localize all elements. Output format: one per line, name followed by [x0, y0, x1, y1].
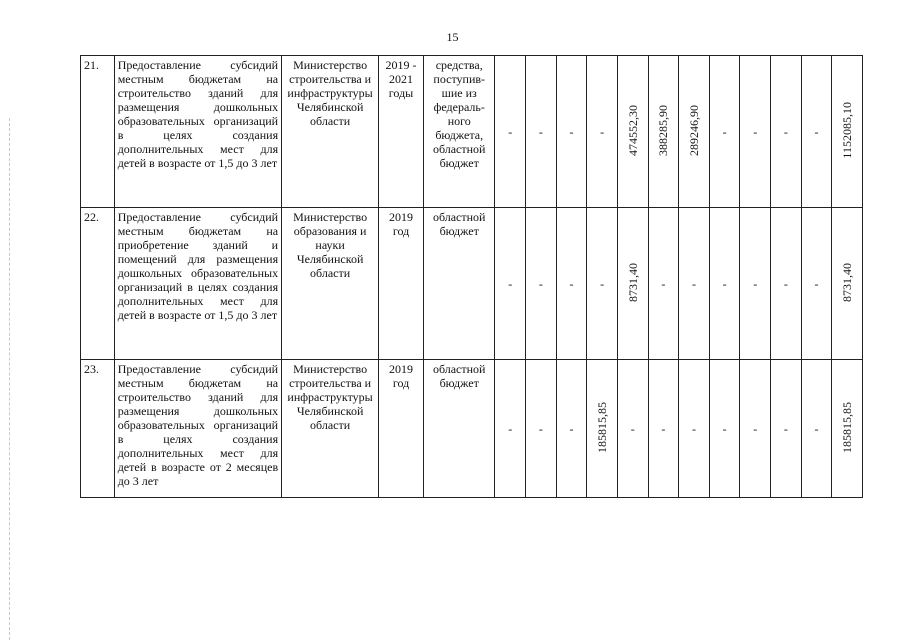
row-source: средства, поступив-шие из федераль-ного бюджета, областной бюджет — [423, 56, 494, 208]
row-value: - — [771, 360, 802, 498]
row-value: - — [587, 208, 618, 360]
row-total: 8731,40 — [840, 262, 855, 302]
row-value: - — [556, 208, 587, 360]
table-row — [81, 360, 863, 498]
row-value: - — [679, 360, 710, 498]
row-value: - — [495, 208, 526, 360]
row-total: 1152085,10 — [840, 101, 855, 159]
row-value: - — [740, 360, 771, 498]
row-value-cell — [587, 360, 618, 498]
row-value: - — [709, 208, 740, 360]
row-period: 2019 год — [379, 360, 424, 498]
row-source: областной бюджет — [423, 360, 494, 498]
row-total-cell — [832, 208, 863, 360]
row-value: - — [801, 360, 832, 498]
row-value: - — [556, 360, 587, 498]
row-value: - — [709, 360, 740, 498]
row-number: 21. — [81, 56, 115, 208]
row-value-cell — [617, 208, 648, 360]
row-value: - — [801, 208, 832, 360]
row-value: - — [526, 56, 557, 208]
row-description: Предоставление субсидий местным бюджетам на строительство зданий для размещения дошкольных образовательных организаций в целях создания дополнительных мест для детей в возрасте от 2 месяцев до 3 лет — [114, 360, 281, 498]
page-number: 15 — [446, 30, 459, 44]
row-description: Предоставление субсидий местным бюджетам на строительство зданий для размещения дошкольных образовательных организаций в целях создания дополнительных мест для детей в возрасте от 1,5 до 3 лет — [114, 56, 281, 208]
row-total: 185815,85 — [840, 401, 855, 453]
row-value: - — [556, 56, 587, 208]
row-value: - — [771, 56, 802, 208]
row-value-cell — [617, 56, 648, 208]
row-value: - — [526, 360, 557, 498]
row-source: областной бюджет — [423, 208, 494, 360]
row-value: - — [587, 56, 618, 208]
row-total-cell — [832, 360, 863, 498]
row-period: 2019 - 2021 годы — [379, 56, 424, 208]
row-executor: Министерство строительства и инфраструктуры Челябинской области — [282, 56, 379, 208]
row-number: 23. — [81, 360, 115, 498]
row-value: - — [771, 208, 802, 360]
row-value-cell — [648, 56, 679, 208]
scan-artifact-line — [9, 118, 10, 640]
row-description: Предоставление субсидий местным бюджетам на приобретение зданий и помещений для размещения дошкольных образовательных организаций в целях создания дополнительных мест для детей в возрасте от 1,5 до 3 лет — [114, 208, 281, 360]
row-value: 388285,90 — [656, 104, 671, 156]
row-value: - — [679, 208, 710, 360]
row-value-cell — [679, 56, 710, 208]
row-total-cell — [832, 56, 863, 208]
row-value: - — [495, 56, 526, 208]
row-value: - — [801, 56, 832, 208]
row-period: 2019 год — [379, 208, 424, 360]
row-executor: Министерство образования и науки Челябинской области — [282, 208, 379, 360]
table-row — [81, 56, 863, 208]
row-value: 8731,40 — [625, 262, 640, 302]
row-value: - — [648, 360, 679, 498]
row-value: 474552,30 — [625, 104, 640, 156]
row-number: 22. — [81, 208, 115, 360]
row-value: - — [740, 208, 771, 360]
row-value: - — [495, 360, 526, 498]
row-value: - — [709, 56, 740, 208]
row-value: - — [648, 208, 679, 360]
table-row — [81, 208, 863, 360]
row-value: - — [740, 56, 771, 208]
budget-table — [80, 55, 863, 498]
row-value: - — [526, 208, 557, 360]
row-value: - — [617, 360, 648, 498]
row-executor: Министерство строительства и инфраструктуры Челябинской области — [282, 360, 379, 498]
row-value: 185815,85 — [595, 401, 610, 453]
row-value: 289246,90 — [687, 104, 701, 156]
